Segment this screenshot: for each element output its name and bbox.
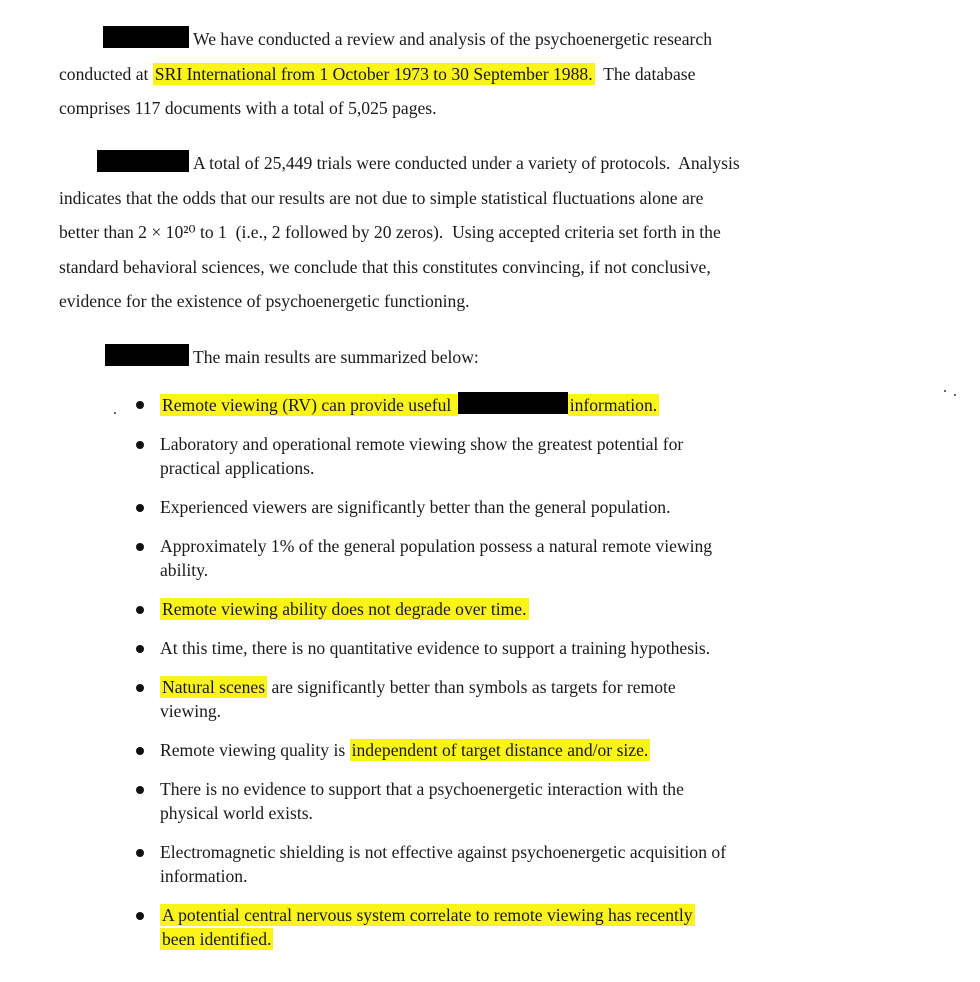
line-text: indicates that the odds that our results are not due to simple statistical fluctuations alone are bbox=[59, 187, 704, 208]
highlighted-text: Remote viewing (RV) can provide useful bbox=[162, 395, 456, 415]
line-text: ability. bbox=[160, 560, 209, 580]
bullet-icon bbox=[136, 786, 144, 794]
line-text: are significantly better than symbols as targets for remote bbox=[267, 677, 676, 697]
line-text: better than 2 × 10²⁰ to 1 (i.e., 2 followed by 20 zeros). Using accepted criteria set forth in the bbox=[59, 222, 721, 243]
paragraph-line bbox=[59, 215, 931, 250]
paragraph-review-summary bbox=[59, 22, 931, 126]
line-text: physical world exists. bbox=[160, 803, 313, 823]
paragraph-line bbox=[59, 57, 931, 92]
scan-speck bbox=[114, 412, 116, 414]
line-text: Approximately 1% of the general population possess a natural remote viewing bbox=[160, 536, 713, 556]
line-text: comprises 117 documents with a total of 5,025 pages. bbox=[59, 98, 437, 119]
line-text: We have conducted a review and analysis of the psychoenergetic research bbox=[193, 29, 712, 49]
line-text: At this time, there is no quantitative evidence to support a training hypothesis. bbox=[160, 638, 711, 658]
line-text: Laboratory and operational remote viewing show the greatest potential for bbox=[160, 434, 684, 454]
line-text: standard behavioral sciences, we conclude that this constitutes convincing, if not conclusive, bbox=[59, 256, 711, 277]
highlighted-text: information. bbox=[569, 395, 658, 415]
redaction-block bbox=[103, 26, 189, 48]
paragraph-results-intro bbox=[59, 340, 931, 375]
list-item bbox=[128, 840, 888, 888]
line-text: conducted at bbox=[59, 63, 153, 84]
line-text: practical applications. bbox=[160, 458, 315, 478]
list-item bbox=[128, 636, 888, 660]
highlighted-text: SRI International from 1 October 1973 to 30 September 1988. bbox=[154, 63, 593, 84]
highlighted-text: A potential central nervous system correlate to remote viewing has recently bbox=[162, 905, 693, 925]
line-text: viewing. bbox=[160, 701, 222, 721]
bullet-icon bbox=[136, 543, 144, 551]
line-text: information. bbox=[160, 866, 248, 886]
highlighted-text: Natural scenes bbox=[162, 677, 266, 697]
list-item bbox=[128, 534, 888, 582]
bullet-icon bbox=[136, 645, 144, 653]
paragraph-line bbox=[59, 146, 931, 181]
paragraph-line bbox=[59, 22, 931, 57]
bullet-icon bbox=[136, 747, 144, 755]
list-item bbox=[128, 432, 888, 480]
list-item bbox=[128, 777, 888, 825]
highlighted-text: Remote viewing ability does not degrade over time. bbox=[162, 599, 527, 619]
list-item bbox=[128, 597, 888, 621]
list-item bbox=[128, 903, 888, 951]
paragraph-line bbox=[59, 340, 931, 375]
redaction-block bbox=[105, 344, 189, 366]
list-item bbox=[128, 738, 888, 762]
bullet-icon bbox=[136, 606, 144, 614]
line-text: Electromagnetic shielding is not effective against psychoenergetic acquisition of bbox=[160, 842, 727, 862]
line-text: The main results are summarized below: bbox=[193, 347, 479, 367]
bullet-icon bbox=[136, 684, 144, 692]
scan-speck bbox=[954, 394, 956, 396]
highlighted-text: independent of target distance and/or size. bbox=[351, 740, 649, 760]
scan-speck bbox=[944, 390, 946, 392]
highlighted-text: been identified. bbox=[162, 929, 272, 949]
paragraph-line bbox=[59, 284, 931, 319]
paragraph-line bbox=[59, 181, 931, 216]
list-item bbox=[128, 392, 888, 417]
redaction-block bbox=[97, 150, 189, 172]
list-item bbox=[128, 495, 888, 519]
line-text: A total of 25,449 trials were conducted under a variety of protocols. Analysis bbox=[193, 153, 740, 173]
bullet-icon bbox=[136, 441, 144, 449]
line-text: evidence for the existence of psychoenergetic functioning. bbox=[59, 291, 470, 312]
line-text: There is no evidence to support that a psychoenergetic interaction with the bbox=[160, 779, 684, 799]
redaction-block bbox=[458, 392, 568, 414]
bullet-icon bbox=[136, 912, 144, 920]
line-text: Remote viewing quality is bbox=[160, 740, 350, 760]
bullet-icon bbox=[136, 849, 144, 857]
paragraph-line bbox=[59, 91, 931, 126]
line-text: Experienced viewers are significantly better than the general population. bbox=[160, 497, 671, 517]
line-text: The database bbox=[594, 63, 696, 84]
paragraph-trials-analysis bbox=[59, 146, 931, 319]
list-item bbox=[128, 675, 888, 723]
bullet-icon bbox=[136, 401, 144, 409]
bullet-icon bbox=[136, 504, 144, 512]
paragraph-line bbox=[59, 250, 931, 285]
results-list bbox=[128, 392, 888, 951]
